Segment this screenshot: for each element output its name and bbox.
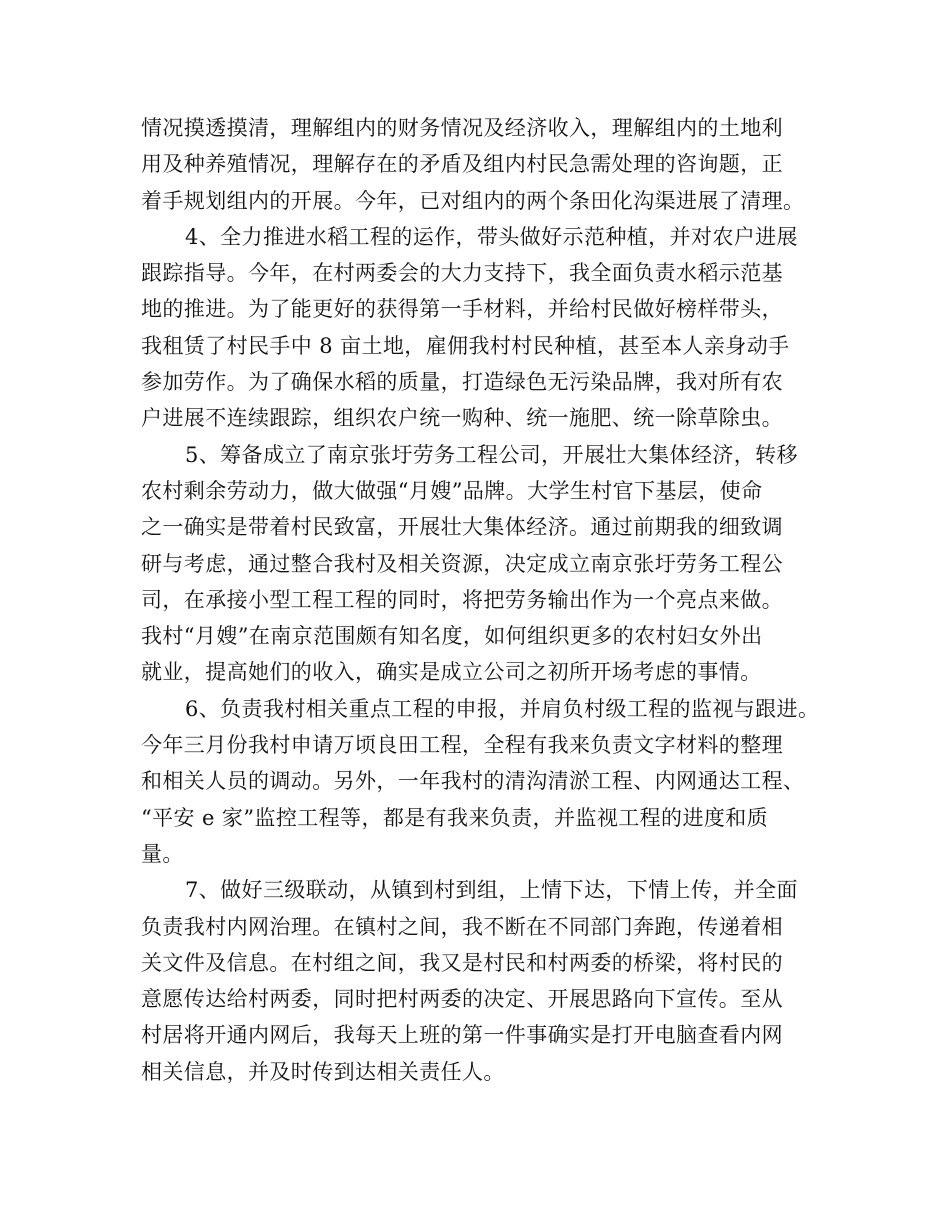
- text-line: “平安 e 家”监控工程等，都是有我来负责，并监视工程的进度和质: [141, 805, 769, 830]
- text-line: 研与考虑，通过整合我村及相关资源，决定成立南京张圩劳务工程公: [141, 551, 783, 576]
- text-line: 意愿传达给村两委，同时把村两委的决定、开展思路向下宣传。至从: [141, 987, 783, 1012]
- text-line: 我村“月嫂”在南京范围颇有知名度，如何组织更多的农村妇女外出: [141, 624, 763, 649]
- text-line: 着手规划组内的开展。今年，已对组内的两个条田化沟渠进展了清理。: [141, 188, 805, 213]
- text-line: 量。: [141, 841, 184, 866]
- text-line: 参加劳作。为了确保水稻的质量，打造绿色无污染品牌，我对所有农: [141, 370, 783, 395]
- text-line: 就业，提高她们的收入，确实是成立公司之初所开场考虑的事情。: [141, 660, 762, 685]
- paragraph-first-line: 7、做好三级联动，从镇到村到组，上情下达，下情上传，并全面: [185, 878, 798, 903]
- paragraph-first-line: 6、负责我村相关重点工程的申报，并肩负村级工程的监视与跟进。: [185, 696, 820, 721]
- text-line: 我租赁了村民手中 8 亩土地，雇佣我村村民种植，甚至本人亲身动手: [141, 333, 790, 358]
- text-line: 农村剩余劳动力，做大做强“月嫂”品牌。大学生村官下基层，使命: [141, 478, 763, 503]
- text-line: 关文件及信息。在村组之间，我又是村民和村两委的桥梁，将村民的: [141, 950, 783, 975]
- text-line: 相关信息，并及时传到达相关责任人。: [141, 1059, 505, 1084]
- text-line: 之一确实是带着村民致富，开展壮大集体经济。通过前期我的细致调: [141, 515, 783, 540]
- text-line: 用及种养殖情况，理解存在的矛盾及组内村民急需处理的咨询题，正: [141, 152, 783, 177]
- text-line: 地的推进。为了能更好的获得第一手材料，并给村民做好榜样带头，: [141, 297, 783, 322]
- text-line: 户进展不连续跟踪，组织农户统一购种、统一施肥、统一除草除虫。: [141, 406, 783, 431]
- text-line: 今年三月份我村申请万顷良田工程，全程有我来负责文字材料的整理: [141, 733, 783, 758]
- text-line: 跟踪指导。今年，在村两委会的大力支持下，我全面负责水稻示范基: [141, 261, 783, 286]
- document-body: [141, 110, 821, 1090]
- text-line: 司，在承接小型工程工程的同时，将把劳务输出作为一个亮点来做。: [141, 587, 783, 612]
- text-line: 情况摸透摸清，理解组内的财务情况及经济收入，理解组内的土地利: [141, 116, 783, 140]
- paragraph-first-line: 5、筹备成立了南京张圩劳务工程公司，开展壮大集体经济，转移: [185, 442, 798, 467]
- text-line: 村居将开通内网后，我每天上班的第一件事确实是打开电脑查看内网: [141, 1023, 783, 1048]
- text-line: 负责我村内网治理。在镇村之间，我不断在不同部门奔跑，传递着相: [141, 914, 783, 939]
- text-line: 和相关人员的调动。另外，一年我村的清沟清淤工程、内网通达工程、: [141, 769, 805, 794]
- paragraph-first-line: 4、全力推进水稻工程的运作，带头做好示范种植，并对农户进展: [185, 224, 798, 249]
